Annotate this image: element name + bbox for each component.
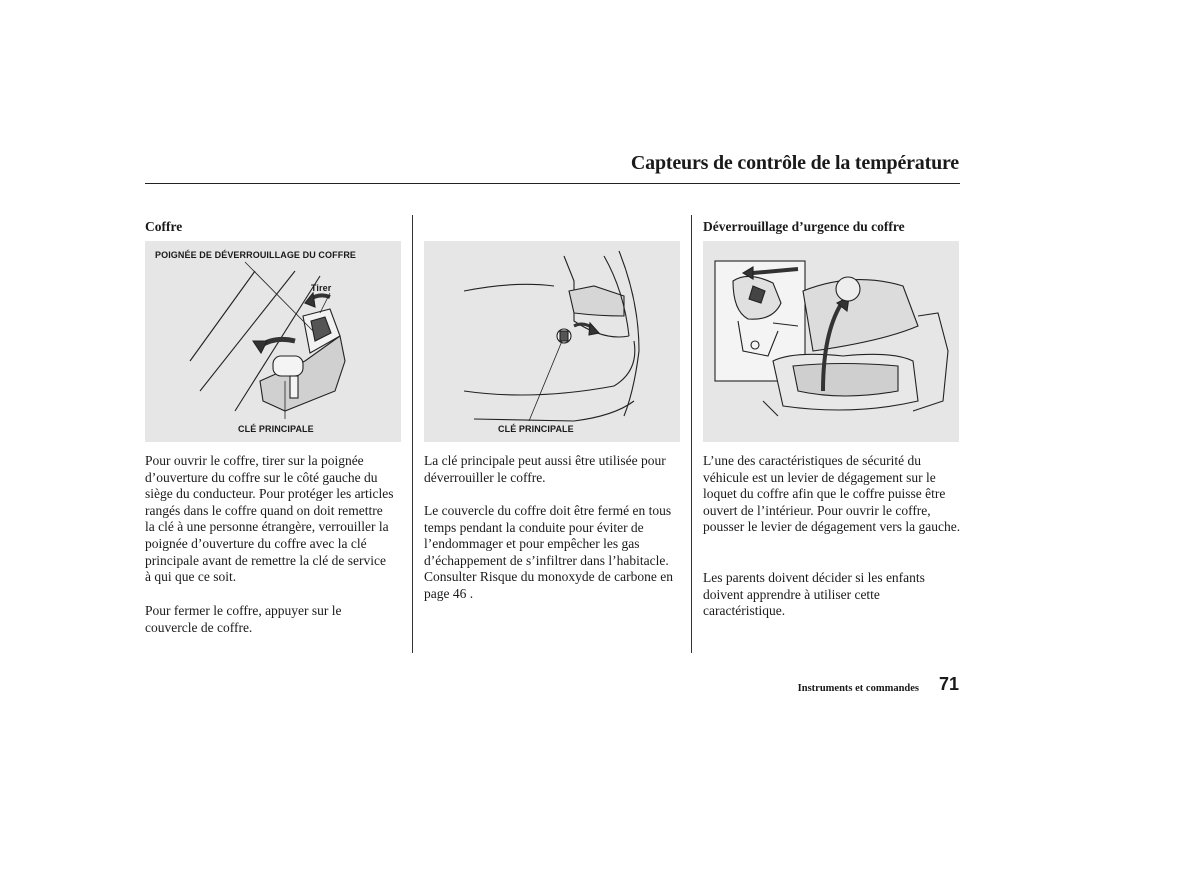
title-rule — [145, 183, 960, 184]
paragraph: Pour fermer le coffre, appuyer sur le couvercle de coffre. — [145, 603, 342, 635]
label-trunk-release-handle: POIGNÉE DE DÉVERROUILLAGE DU COFFRE — [155, 250, 357, 260]
paragraph: L’une des caractéristiques de sécurité du véhicule est un levier de dégagement sur le loquet du coffre afin que le coffre puisse être ouvert de l’intérieur. Pour ouvrir le coffre, pousser le levier de dégagement vers la gauche. — [703, 453, 961, 535]
figure-trunk-key-lock — [424, 241, 680, 442]
paragraph: La clé principale peut aussi être utilisée pour déverrouiller le coffre. — [424, 453, 666, 485]
emergency-trunk-release-illustration — [703, 241, 959, 442]
trunk-release-handle-illustration — [145, 241, 401, 442]
column-divider-right — [691, 215, 692, 653]
label-master-key: CLÉ PRINCIPALE — [498, 424, 574, 434]
section-heading-emergency-release: Déverrouillage d’urgence du coffre — [703, 219, 905, 234]
page-title: Capteurs de contrôle de la température — [630, 152, 959, 174]
page-number: 71 — [938, 674, 959, 694]
trunk-key-lock-illustration — [424, 241, 680, 442]
label-pull: Tirer — [311, 283, 332, 293]
figure-trunk-release-handle — [145, 241, 401, 442]
column-divider-left — [412, 215, 413, 653]
section-heading-trunk: Coffre — [145, 219, 183, 234]
label-master-key: CLÉ PRINCIPALE — [238, 424, 314, 434]
paragraph: Pour ouvrir le coffre, tirer sur la poignée d’ouverture du coffre sur le côté gauche du siège du conducteur. Pour protéger les articles rangés dans le coffre quand on doit remettre la clé à une personne étrangère, verrouiller la poignée d’ouverture du coffre avec la clé principale avant de remettre la clé de service à qui que ce soit. — [145, 453, 394, 585]
paragraph: Les parents doivent décider si les enfants doivent apprendre à utiliser cette caractéristique. — [703, 570, 925, 619]
paragraph: Le couvercle du coffre doit être fermé en tous temps pendant la conduite pour éviter de l’endommager et pour empêcher les gas d’échappement de s’infiltrer dans l’habitacle. Consulter Risque du monoxyde de carbone en page 46 . — [424, 503, 673, 601]
footer-section-name: Instruments et commandes — [797, 683, 919, 694]
figure-emergency-trunk-release — [703, 241, 959, 442]
